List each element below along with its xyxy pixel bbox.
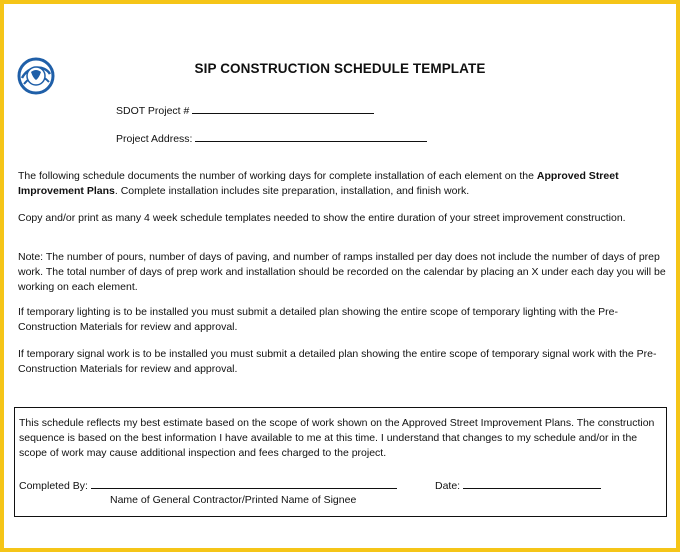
- signal-text: If temporary signal work is to be installed you must submit a detailed plan showing the entire scope of temporary signal work with the Pre-Construction Materials for review and approval.: [18, 348, 657, 375]
- date-field: [435, 479, 601, 492]
- project-number-line: [192, 104, 374, 114]
- date-line: [463, 479, 601, 489]
- signee-caption: Name of General Contractor/Printed Name of Signee: [110, 494, 357, 506]
- intro-text-a: The following schedule documents the number of working days for complete installation of each element on the: [18, 170, 537, 182]
- completed-by-label: Completed By:: [19, 480, 88, 492]
- intro-paragraph: [18, 169, 666, 199]
- project-address-label: Project Address:: [116, 133, 193, 145]
- copy-paragraph: [18, 211, 666, 226]
- note-paragraph: [18, 250, 666, 295]
- lighting-text: If temporary lighting is to be installed you must submit a detailed plan showing the entire scope of temporary lighting with the Pre-Construction Materials for review and approval.: [18, 306, 618, 333]
- intro-text-c: . Complete installation includes site preparation, installation, and finish work.: [114, 185, 470, 197]
- project-number-label: SDOT Project #: [116, 105, 190, 117]
- copy-text: Copy and/or print as many 4 week schedule templates needed to show the entire duration of your street improvement construction.: [18, 212, 626, 224]
- intro-text-bold: Approved Street Improvement Plans: [18, 170, 619, 197]
- completed-by-line: [91, 479, 397, 489]
- signal-paragraph: [18, 347, 666, 377]
- project-address-field: [116, 132, 427, 145]
- date-label: Date:: [435, 480, 461, 492]
- project-address-line: [195, 132, 427, 142]
- certification-box: [14, 407, 667, 517]
- completed-by-field: [19, 479, 397, 492]
- page-title: SIP CONSTRUCTION SCHEDULE TEMPLATE: [194, 61, 486, 76]
- note-text: Note: The number of pours, number of days of paving, and number of ramps installed per day does not include the number of days of prep work. The total number of days of prep work and installation should be recorded on the calendar by placing an X under each day you will be working on each element.: [18, 251, 666, 293]
- project-number-field: [116, 104, 374, 117]
- lighting-paragraph: [18, 305, 666, 335]
- document-page: [4, 4, 676, 548]
- certification-text: This schedule reflects my best estimate based on the scope of work shown on the Approved Street Improvement Plans. The construction sequence is based on the best information I have available to me at this time. I understand that changes to my schedule and/or in the scope of work may cause additional inspection and fees charged to the project.: [19, 417, 655, 459]
